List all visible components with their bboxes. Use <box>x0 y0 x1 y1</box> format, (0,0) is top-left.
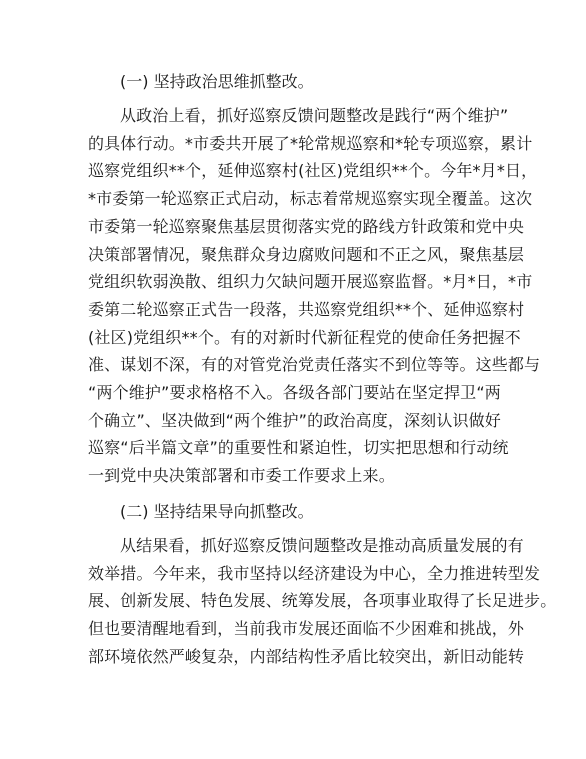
section-heading-2: (二) 坚持结果导向抓整改。 <box>120 501 314 521</box>
paragraph-line: 一到党中央决策部署和市委工作要求上来。 <box>88 466 395 486</box>
paragraph-line: 部环境依然严峻复杂，内部结构性矛盾比较突出，新旧动能转 <box>88 646 525 666</box>
paragraph-line: 准、谋划不深，有的对管党治党责任落实不到位等等。这些都与 <box>88 355 541 375</box>
paragraph-line: 党组织软弱涣散、组织力欠缺问题开展巡察监督。*月*日，*市 <box>88 272 533 292</box>
paragraph-line: *市委第一轮巡察正式启动，标志着常规巡察实现全覆盖。这次 <box>88 189 533 209</box>
paragraph-line: 市委第一轮巡察聚焦基层贯彻落实党的路线方针政策和党中央 <box>88 216 525 236</box>
paragraph-line: 决策部署情况，聚焦群众身边腐败问题和不正之风，聚焦基层 <box>88 244 525 264</box>
paragraph-line: 巡察党组织**个，延伸巡察村(社区)党组织**个。今年*月*日， <box>88 161 538 181</box>
paragraph-line: 但也要清醒地看到，当前我市发展还面临不少困难和挑战，外 <box>88 618 525 638</box>
paragraph-line: 从政治上看，抓好巡察反馈问题整改是践行“两个维护” <box>120 106 509 125</box>
paragraph-line: 委第二轮巡察正式告一段落，共巡察党组织**个、延伸巡察村 <box>88 299 525 319</box>
section-paragraph-1 <box>88 102 541 490</box>
paragraph-line: “两个维护”要求格格不入。各级各部门要站在坚定捍卫“两 <box>88 383 501 403</box>
paragraph-line: 从结果看，抓好巡察反馈问题整改是推动高质量发展的有 <box>120 535 524 555</box>
paragraph-line: 效举措。今年来，我市坚持以经济建设为中心，全力推进转型发 <box>88 563 541 583</box>
document-body <box>88 68 557 678</box>
paragraph-line: 的具体行动。*市委共开展了*轮常规巡察和*轮专项巡察，累计 <box>88 133 533 153</box>
paragraph-line: (社区)党组织**个。有的对新时代新征程党的使命任务把握不 <box>88 327 521 347</box>
paragraph-line: 展、创新发展、特色发展、统筹发展，各项事业取得了长足进步。 <box>88 591 557 611</box>
paragraph-line: 个确立”、坚决做到“两个维护”的政治高度，深刻认识做好 <box>88 410 501 430</box>
section-heading-1: (一) 坚持政治思维抓整改。 <box>120 72 314 91</box>
paragraph-line: 巡察“后半篇文章”的重要性和紧迫性，切实把思想和行动统 <box>88 438 509 458</box>
section-paragraph-2 <box>88 532 557 671</box>
